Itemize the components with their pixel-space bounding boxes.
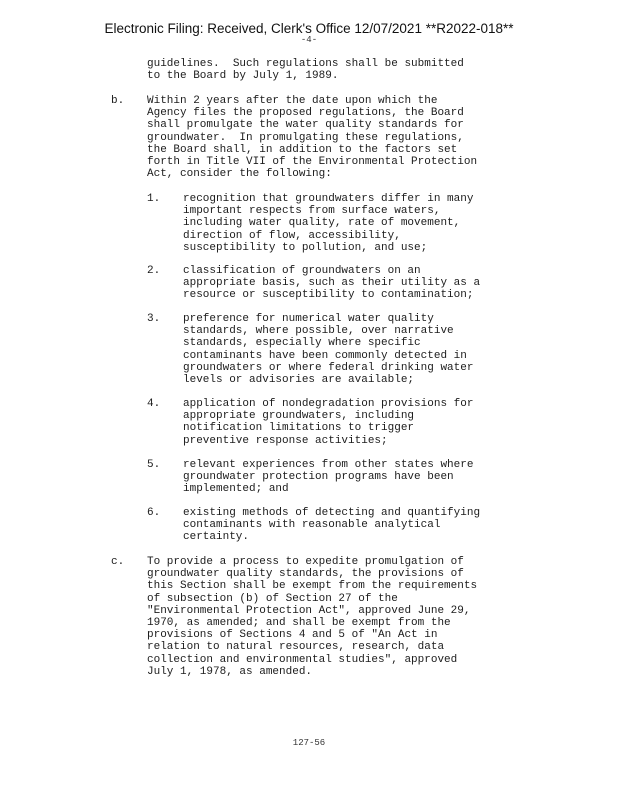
section-b-label: b. [111, 95, 125, 107]
list-item: relevant experiences from other states where groundwater protection programs have been implemented; and [183, 459, 474, 496]
item-number: 2. [147, 265, 161, 277]
page-number: 127-56 [292, 738, 326, 748]
intro-paragraph: guidelines. Such regulations shall be submitted to the Board by July 1, 1989. [147, 58, 464, 83]
list-item: classification of groundwaters on an appropriate basis, such as their utility as a resource or susceptibility to contamination; [183, 265, 481, 302]
list-item: preference for numerical water quality standards, where possible, over narrative standards, especially where specific contaminants have been commonly detected in groundwaters or where federal drinking water levels or advisories are available; [183, 313, 474, 387]
list-item: recognition that groundwaters differ in many important respects from surface waters, including water quality, rate of movement, direction of flow, accessibility, susceptibility to pollution, and use; [183, 193, 474, 254]
section-c-paragraph: To provide a process to expedite promulgation of groundwater quality standards, the provisions of this Section shall be exempt from the requirements of subsection (b) of Section 27 of the "Environmental Protection Act", approved June 29, 1970, as amended; and shall be exempt from the provisions of Sections 4 and 5 of "An Act in relation to natural resources, research, data collection and environmental studies", approved July 1, 1978, as amended. [147, 556, 478, 678]
item-number: 6. [147, 507, 161, 519]
section-b-paragraph: Within 2 years after the date upon which the Agency files the proposed regulations, the Board shall promulgate the water quality standards for groundwater. In promulgating these regulations, the Board shall, in addition to the factors set forth in Title VII of the Environmental Protection Act, consider the following: [147, 95, 478, 181]
filing-stamp: Electronic Filing: Received, Clerk's Office 12/07/2021 **R2022-018** [104, 21, 514, 36]
section-c-label: c. [111, 556, 125, 568]
list-item: existing methods of detecting and quantifying contaminants with reasonable analytical certainty. [183, 507, 481, 544]
page-marker: -4- [300, 35, 318, 45]
list-item: application of nondegradation provisions for appropriate groundwaters, including notification limitations to trigger preventive response activities; [183, 398, 474, 447]
item-number: 1. [147, 193, 161, 205]
item-number: 4. [147, 398, 161, 410]
item-number: 5. [147, 459, 161, 471]
item-number: 3. [147, 313, 161, 325]
